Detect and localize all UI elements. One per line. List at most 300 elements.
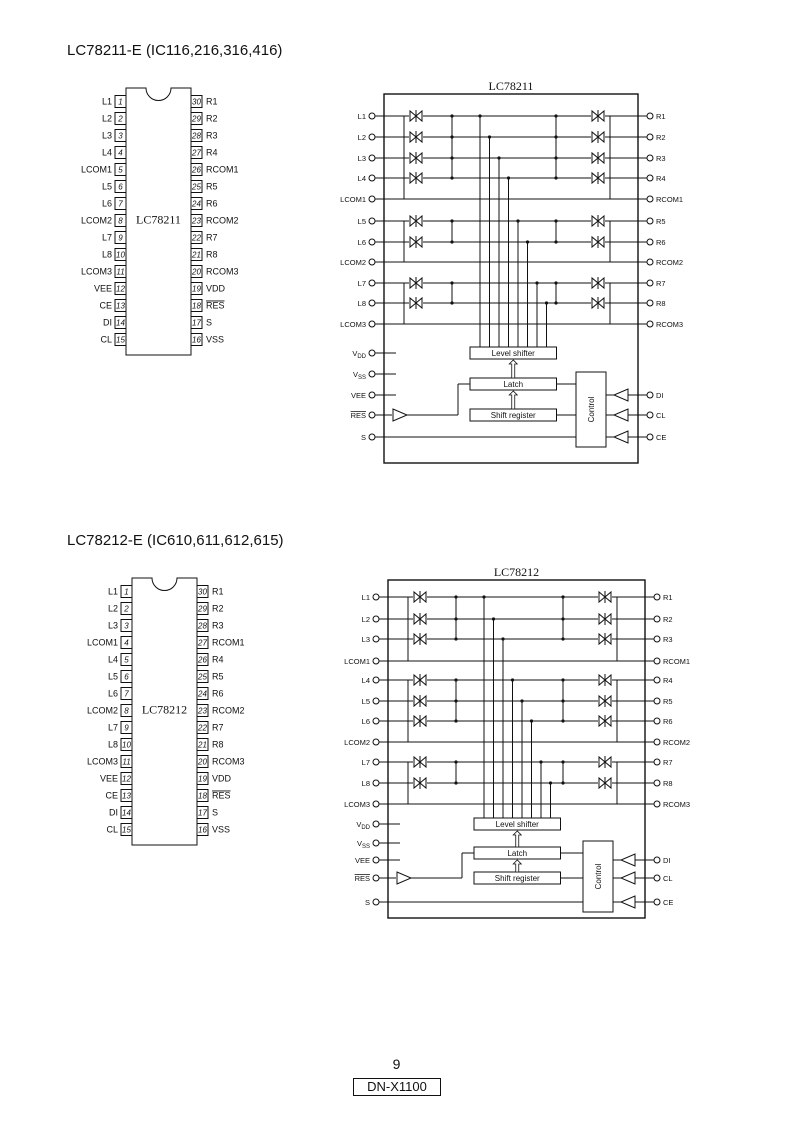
pin-number: 7 xyxy=(124,689,129,699)
terminal-circle xyxy=(654,616,660,622)
analog-switch xyxy=(599,756,611,768)
pin-label: RES xyxy=(212,790,231,801)
pin-label: R3 xyxy=(206,130,218,141)
block-diagram xyxy=(340,79,683,463)
terminal-circle xyxy=(647,259,653,265)
switch-triangle xyxy=(414,716,420,726)
switch-triangle xyxy=(599,634,605,644)
terminal-circle xyxy=(369,239,375,245)
terminal-circle xyxy=(369,392,375,398)
pin-number: 8 xyxy=(124,706,129,716)
pin-label: RCOM1 xyxy=(212,637,245,648)
terminal-circle xyxy=(369,155,375,161)
analog-switch xyxy=(599,613,611,625)
junction-dot xyxy=(507,176,510,179)
switch-triangle xyxy=(592,237,598,247)
signal-label: R5 xyxy=(656,217,666,226)
level-shifter-label: Level shifter xyxy=(491,349,535,358)
signal-label: VEE xyxy=(354,856,370,865)
page-number: 9 xyxy=(392,1056,401,1072)
pin-label: L3 xyxy=(107,620,118,631)
terminal-circle xyxy=(373,840,379,846)
junction-dot xyxy=(454,637,457,640)
junction-dot xyxy=(545,301,548,304)
switch-triangle xyxy=(599,757,605,767)
pin-label: LCOM2 xyxy=(86,705,118,716)
terminal-circle xyxy=(654,718,660,724)
pin-label: L5 xyxy=(107,671,118,682)
switch-triangle xyxy=(598,237,604,247)
signal-label: CE xyxy=(663,898,674,907)
signal-label: DI xyxy=(656,391,664,400)
terminal-circle xyxy=(647,239,653,245)
pin-label: L1 xyxy=(101,96,112,107)
signal-label: $V_{DD}$ xyxy=(352,349,366,360)
buffer-icon xyxy=(621,854,635,866)
signal-label: R6 xyxy=(656,238,666,247)
analog-switch xyxy=(410,152,422,164)
junction-dot xyxy=(454,595,457,598)
signal-label: LCOM3 xyxy=(344,800,370,809)
signal-label: L1 xyxy=(357,112,366,121)
switch-triangle xyxy=(598,132,604,142)
pin-number: 28 xyxy=(198,621,207,631)
pin-number: 21 xyxy=(198,740,207,750)
pin-label: L6 xyxy=(101,198,112,209)
pin-number: 26 xyxy=(198,655,207,665)
signal-label: RES xyxy=(350,411,366,420)
signal-label: R1 xyxy=(663,593,673,602)
switch-triangle xyxy=(592,278,598,288)
terminal-circle xyxy=(647,155,653,161)
pin-number: 30 xyxy=(198,587,207,597)
terminal-circle xyxy=(373,739,379,745)
pin-label: R6 xyxy=(212,688,224,699)
pin-label: S xyxy=(206,317,213,328)
block-title: LC78211 xyxy=(488,79,534,93)
terminal-circle xyxy=(654,658,660,664)
pin-label: L4 xyxy=(101,147,112,158)
switch-triangle xyxy=(416,216,422,226)
block-title: LC78212 xyxy=(493,565,540,579)
pin-label: VSS xyxy=(206,334,225,345)
switch-triangle xyxy=(414,757,420,767)
section-title: LC78211-E (IC116,216,316,416) xyxy=(67,42,283,59)
pin-label: L5 xyxy=(101,181,112,192)
analog-switch xyxy=(592,277,604,289)
junction-dot xyxy=(561,595,564,598)
switch-triangle xyxy=(592,298,598,308)
arrow-icon xyxy=(513,860,521,872)
junction-dot xyxy=(488,135,491,138)
signal-label: L6 xyxy=(357,238,366,247)
signal-label: RCOM2 xyxy=(663,738,691,747)
signal-label: L2 xyxy=(357,133,366,142)
pin-number: 3 xyxy=(118,131,123,141)
signal-label: R7 xyxy=(656,279,666,288)
terminal-circle xyxy=(647,392,653,398)
pin-label: R1 xyxy=(206,96,218,107)
terminal-circle xyxy=(647,134,653,140)
terminal-circle xyxy=(369,134,375,140)
junction-dot xyxy=(454,699,457,702)
terminal-circle xyxy=(369,196,375,202)
pin-number: 6 xyxy=(124,672,129,682)
pin-number: 17 xyxy=(198,808,207,818)
arrow-icon xyxy=(509,391,517,409)
pin-number: 22 xyxy=(192,233,201,243)
analog-switch xyxy=(414,777,426,789)
pin-label: R5 xyxy=(206,181,218,192)
terminal-circle xyxy=(369,280,375,286)
pin-number: 27 xyxy=(198,638,207,648)
signal-label: LCOM2 xyxy=(340,258,366,267)
pin-number: 27 xyxy=(192,148,201,158)
junction-dot xyxy=(554,219,557,222)
terminal-circle xyxy=(654,857,660,863)
junction-dot xyxy=(554,114,557,117)
signal-label: L5 xyxy=(357,217,366,226)
pin-label: R4 xyxy=(206,147,218,158)
pin-number: 24 xyxy=(192,199,201,209)
analog-switch xyxy=(410,277,422,289)
junction-dot xyxy=(454,781,457,784)
buffer-icon xyxy=(393,409,407,421)
analog-switch xyxy=(599,715,611,727)
pin-number: 2 xyxy=(118,114,123,124)
signal-label: L5 xyxy=(361,697,370,706)
switch-triangle xyxy=(598,111,604,121)
switch-triangle xyxy=(598,216,604,226)
signal-label: VEE xyxy=(350,391,366,400)
switch-triangle xyxy=(605,634,611,644)
switch-triangle xyxy=(416,237,422,247)
pin-number: 9 xyxy=(118,233,123,243)
analog-switch xyxy=(599,777,611,789)
analog-switch xyxy=(599,591,611,603)
analog-switch xyxy=(414,674,426,686)
signal-label: CL xyxy=(656,411,666,420)
signal-label: R3 xyxy=(663,635,673,644)
signal-label: L1 xyxy=(361,593,370,602)
terminal-circle xyxy=(369,321,375,327)
junction-dot xyxy=(450,240,453,243)
junction-dot xyxy=(561,699,564,702)
switch-triangle xyxy=(416,278,422,288)
pin-label: L2 xyxy=(101,113,112,124)
pin-number: 1 xyxy=(118,97,123,107)
terminal-circle xyxy=(654,875,660,881)
switch-triangle xyxy=(410,132,416,142)
pin-number: 12 xyxy=(116,284,125,294)
pin-label: VEE xyxy=(93,283,112,294)
pin-label: R5 xyxy=(212,671,224,682)
junction-dot xyxy=(454,719,457,722)
switch-triangle xyxy=(599,675,605,685)
pin-label: DI xyxy=(103,317,112,328)
pin-number: 16 xyxy=(198,825,207,835)
pin-number: 26 xyxy=(192,165,201,175)
junction-dot xyxy=(561,719,564,722)
signal-label: $V_{SS}$ xyxy=(352,370,366,381)
pin-number: 13 xyxy=(116,301,125,311)
pin-label: CE xyxy=(99,300,112,311)
signal-label: R6 xyxy=(663,717,673,726)
junction-dot xyxy=(450,135,453,138)
pin-label: RCOM1 xyxy=(206,164,239,175)
pin-label: R7 xyxy=(206,232,218,243)
pin-label: CL xyxy=(100,334,112,345)
pin-number: 24 xyxy=(198,689,207,699)
switch-triangle xyxy=(420,696,426,706)
pin-label: L7 xyxy=(101,232,112,243)
pin-number: 1 xyxy=(124,587,129,597)
switch-triangle xyxy=(605,716,611,726)
switch-triangle xyxy=(416,153,422,163)
pin-number: 25 xyxy=(192,182,201,192)
junction-dot xyxy=(554,176,557,179)
signal-label: R2 xyxy=(656,133,666,142)
junction-dot xyxy=(454,760,457,763)
analog-switch xyxy=(592,152,604,164)
pin-label: R7 xyxy=(212,722,224,733)
switch-triangle xyxy=(416,132,422,142)
switch-triangle xyxy=(592,173,598,183)
pin-label: RCOM2 xyxy=(206,215,239,226)
switch-triangle xyxy=(410,298,416,308)
switch-triangle xyxy=(420,592,426,602)
arrow-icon xyxy=(513,831,521,847)
junction-dot xyxy=(450,156,453,159)
switch-triangle xyxy=(592,111,598,121)
switch-triangle xyxy=(605,696,611,706)
signal-label: LCOM1 xyxy=(344,657,370,666)
pin-number: 6 xyxy=(118,182,123,192)
switch-triangle xyxy=(410,153,416,163)
junction-dot xyxy=(554,135,557,138)
signal-label: RCOM3 xyxy=(656,320,684,329)
pin-number: 29 xyxy=(192,114,201,124)
terminal-circle xyxy=(647,300,653,306)
analog-switch xyxy=(592,131,604,143)
signal-label: R7 xyxy=(663,758,673,767)
section-title: LC78212-E (IC610,611,612,615) xyxy=(67,532,284,549)
analog-switch xyxy=(592,172,604,184)
buffer-icon xyxy=(621,872,635,884)
pin-label: R3 xyxy=(212,620,224,631)
pin-number: 4 xyxy=(118,148,123,158)
switch-triangle xyxy=(410,173,416,183)
analog-switch xyxy=(410,172,422,184)
pin-number: 11 xyxy=(116,267,125,277)
junction-dot xyxy=(539,760,542,763)
terminal-circle xyxy=(647,434,653,440)
analog-switch xyxy=(592,297,604,309)
signal-label: L2 xyxy=(361,615,370,624)
junction-dot xyxy=(561,617,564,620)
pin-number: 30 xyxy=(192,97,201,107)
signal-label: RCOM1 xyxy=(656,195,684,204)
junction-dot xyxy=(478,114,481,117)
model-label: DN-X1100 xyxy=(353,1078,441,1096)
junction-dot xyxy=(492,617,495,620)
terminal-circle xyxy=(369,371,375,377)
pin-label: VDD xyxy=(206,283,226,294)
junction-dot xyxy=(450,176,453,179)
switch-triangle xyxy=(592,153,598,163)
pin-number: 28 xyxy=(192,131,201,141)
pin-label: L6 xyxy=(107,688,118,699)
analog-switch xyxy=(414,756,426,768)
junction-dot xyxy=(561,760,564,763)
signal-label: R1 xyxy=(656,112,666,121)
control-label: Control xyxy=(587,396,596,423)
signal-label: RES xyxy=(354,874,370,883)
terminal-circle xyxy=(373,899,379,905)
pin-number: 14 xyxy=(116,318,125,328)
pin-number: 8 xyxy=(118,216,123,226)
terminal-circle xyxy=(373,759,379,765)
terminal-circle xyxy=(647,113,653,119)
switch-triangle xyxy=(599,592,605,602)
chip-name: LC78212 xyxy=(141,702,188,717)
signal-label: RCOM3 xyxy=(663,800,691,809)
terminal-circle xyxy=(373,875,379,881)
terminal-circle xyxy=(369,434,375,440)
terminal-circle xyxy=(373,594,379,600)
pin-number: 19 xyxy=(198,774,207,784)
junction-dot xyxy=(561,678,564,681)
pin-label: R6 xyxy=(206,198,218,209)
terminal-circle xyxy=(373,658,379,664)
analog-switch xyxy=(599,674,611,686)
signal-label: L8 xyxy=(361,779,370,788)
junction-dot xyxy=(450,301,453,304)
pin-label: R2 xyxy=(212,603,224,614)
junction-dot xyxy=(554,240,557,243)
signal-label: CE xyxy=(656,433,667,442)
junction-dot xyxy=(535,281,538,284)
pin-label: L7 xyxy=(107,722,118,733)
ic-pinout xyxy=(81,88,239,355)
switch-triangle xyxy=(410,111,416,121)
junction-dot xyxy=(450,281,453,284)
pin-number: 7 xyxy=(118,199,123,209)
switch-triangle xyxy=(420,614,426,624)
pin-label: VEE xyxy=(99,773,118,784)
pin-number: 10 xyxy=(122,740,131,750)
pin-label: S xyxy=(212,807,219,818)
pin-label: RCOM2 xyxy=(212,705,245,716)
signal-label: L8 xyxy=(357,299,366,308)
terminal-circle xyxy=(654,759,660,765)
analog-switch xyxy=(592,236,604,248)
pin-label: VSS xyxy=(212,824,231,835)
signal-label: R2 xyxy=(663,615,673,624)
analog-switch xyxy=(414,695,426,707)
pin-number: 29 xyxy=(198,604,207,614)
terminal-circle xyxy=(369,218,375,224)
terminal-circle xyxy=(654,899,660,905)
switch-triangle xyxy=(599,778,605,788)
signal-label: LCOM2 xyxy=(344,738,370,747)
terminal-circle xyxy=(369,259,375,265)
signal-label: DI xyxy=(663,856,671,865)
pin-number: 19 xyxy=(192,284,201,294)
switch-triangle xyxy=(420,757,426,767)
pin-label: L1 xyxy=(107,586,118,597)
terminal-circle xyxy=(369,300,375,306)
terminal-circle xyxy=(373,616,379,622)
signal-label: LCOM1 xyxy=(340,195,366,204)
switch-triangle xyxy=(416,173,422,183)
pin-label: R8 xyxy=(206,249,218,260)
pin-label: L3 xyxy=(101,130,112,141)
terminal-circle xyxy=(647,196,653,202)
switch-triangle xyxy=(598,173,604,183)
pin-number: 2 xyxy=(124,604,129,614)
shift-register-label: Shift register xyxy=(490,411,536,420)
signal-label: RCOM1 xyxy=(663,657,691,666)
pin-label: R2 xyxy=(206,113,218,124)
pin-label: R8 xyxy=(212,739,224,750)
pin-number: 11 xyxy=(122,757,131,767)
pin-label: L8 xyxy=(101,249,112,260)
pin-number: 15 xyxy=(116,335,125,345)
signal-label: R3 xyxy=(656,154,666,163)
pin-number: 17 xyxy=(192,318,201,328)
switch-triangle xyxy=(592,216,598,226)
pin-number: 13 xyxy=(122,791,131,801)
signal-label: L3 xyxy=(361,635,370,644)
analog-switch xyxy=(414,591,426,603)
pin-label: LCOM1 xyxy=(80,164,112,175)
junction-dot xyxy=(450,114,453,117)
pin-label: LCOM1 xyxy=(86,637,118,648)
signal-label: $V_{DD}$ xyxy=(356,820,370,831)
shift-register-label: Shift register xyxy=(494,874,540,883)
switch-triangle xyxy=(598,278,604,288)
junction-dot xyxy=(554,156,557,159)
analog-switch xyxy=(414,613,426,625)
switch-triangle xyxy=(414,634,420,644)
junction-dot xyxy=(511,678,514,681)
pin-number: 21 xyxy=(192,250,201,260)
pin-number: 23 xyxy=(198,706,207,716)
buffer-icon xyxy=(621,896,635,908)
switch-triangle xyxy=(416,298,422,308)
switch-triangle xyxy=(605,592,611,602)
junction-dot xyxy=(520,699,523,702)
pin-number: 25 xyxy=(198,672,207,682)
signal-label: R8 xyxy=(663,779,673,788)
switch-triangle xyxy=(599,696,605,706)
pin-number: 23 xyxy=(192,216,201,226)
switch-triangle xyxy=(416,111,422,121)
terminal-circle xyxy=(369,113,375,119)
pin-number: 14 xyxy=(122,808,131,818)
switch-triangle xyxy=(414,696,420,706)
control-label: Control xyxy=(594,863,603,890)
switch-triangle xyxy=(414,592,420,602)
terminal-circle xyxy=(647,412,653,418)
pin-number: 18 xyxy=(198,791,207,801)
switch-triangle xyxy=(598,298,604,308)
junction-dot xyxy=(450,219,453,222)
terminal-circle xyxy=(373,718,379,724)
switch-triangle xyxy=(414,675,420,685)
pin-label: RCOM3 xyxy=(206,266,239,277)
